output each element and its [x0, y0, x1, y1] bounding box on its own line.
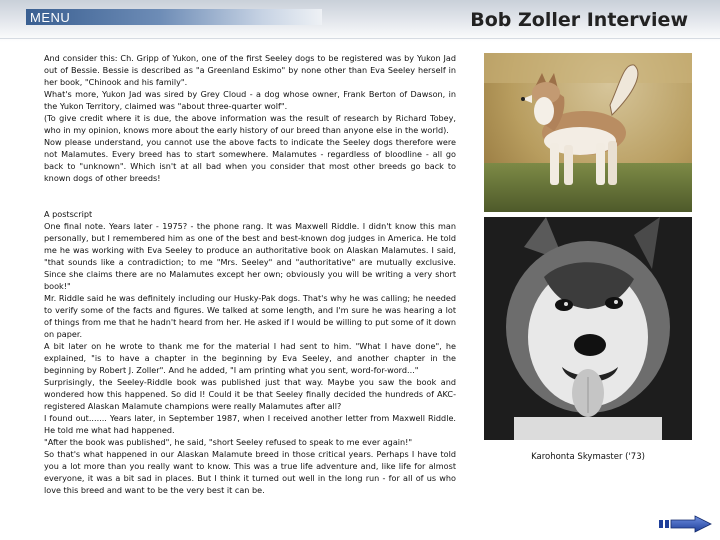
malamute-portrait-photo — [484, 217, 692, 440]
menu-label[interactable]: MENU — [30, 10, 71, 25]
next-arrow-icon[interactable] — [657, 515, 713, 533]
standing-malamute-photo — [484, 53, 692, 212]
menu-bar[interactable] — [26, 9, 322, 25]
article-paragraph-2: A postscript One final note. Years later - 1975? - the phone rang. It was Maxwell Riddle. I didn't know this man personally, but I remembered him as one of the best and best-known dog judges in America. He told me he was working with Eva Seeley to produce an authoritative book on Alaskan Malamutes. I said, "that sounds like a contradiction; to me "Mrs. Seeley" and "authoritative" are mutually exclusive. Since she claims there are no Malamutes except her own; obviously you will be writing a very short book!" Mr. Riddle said he was definitely including our Husky-Pak dogs. That's why he was calling; he needed to verify some of the facts and figures. We talked at some length, and I'm sure he was hearing a lot of things from me that he hadn't heard from her. He asked if I would be willing to put some of it down on paper. A bit later on he wrote to thank me for the material I had sent to him. "What I have done", he explained, "is to have a chapter in the beginning by Eva Seeley, and another chapter in the beginning by Robert J. Zoller". And he added, "I am printing what you sent, word-for-word..." Surprisingly, the Seeley-Riddle book was published just that way. Maybe you saw the book and wondered how this happened. So did I! Could it be that Seeley finally decided the hundreds of AKC-registered Alaskan Malamute champions were really Malamutes after all? I found out....... Years later, in September 1987, when I received another letter from Maxwell Riddle. He told me what had happened. "After the book was published", he said, "short Seeley refused to speak to me ever again!" So that's what happened in our Alaskan Malamute breed in those critical years. Perhaps I have told you a lot more than you really want to know. This was a true life adventure and, like life for almost everyone, it was a bit sad in places. But I think it turned out well in the long run - for all of us who love this breed and want to be the very best it can be. — [44, 209, 456, 495]
page-title: Bob Zoller Interview — [470, 9, 688, 31]
portrait-dog-illustration — [484, 217, 692, 440]
next-arrow-graphic[interactable] — [657, 515, 713, 533]
article-paragraph-1: And consider this: Ch. Gripp of Yukon, one of the first Seeley dogs to be registered was by Yukon Jad out of Bessie. Bessie is described as "a Greenland Eskimo" by none other than Eva Seeley herself in her book, "Chinook and his family". What's more, Yukon Jad was sired by Grey Cloud - a dog whose owner, Frank Berton of Dawson, in the Yukon Territory, claimed was "about three-quarter wolf". (To give credit where it is due, the above information was the result of research by Richard Tobey, who in my opinion, knows more about the early history of our breed than anyone else in the world). Now please understand, you cannot use the above facts to indicate the Seeley dogs therefore were not Malamutes. Every breed has to start somewhere. Malamutes - regardless of bloodline - all go back to "unknown". Which isn't at all bad when you consider that most other breeds go back to known dogs of other breeds! — [44, 53, 456, 183]
standing-dog-illustration — [484, 53, 692, 212]
photo-caption: Karohonta Skymaster ('73) — [531, 452, 645, 462]
header-divider — [0, 38, 720, 39]
